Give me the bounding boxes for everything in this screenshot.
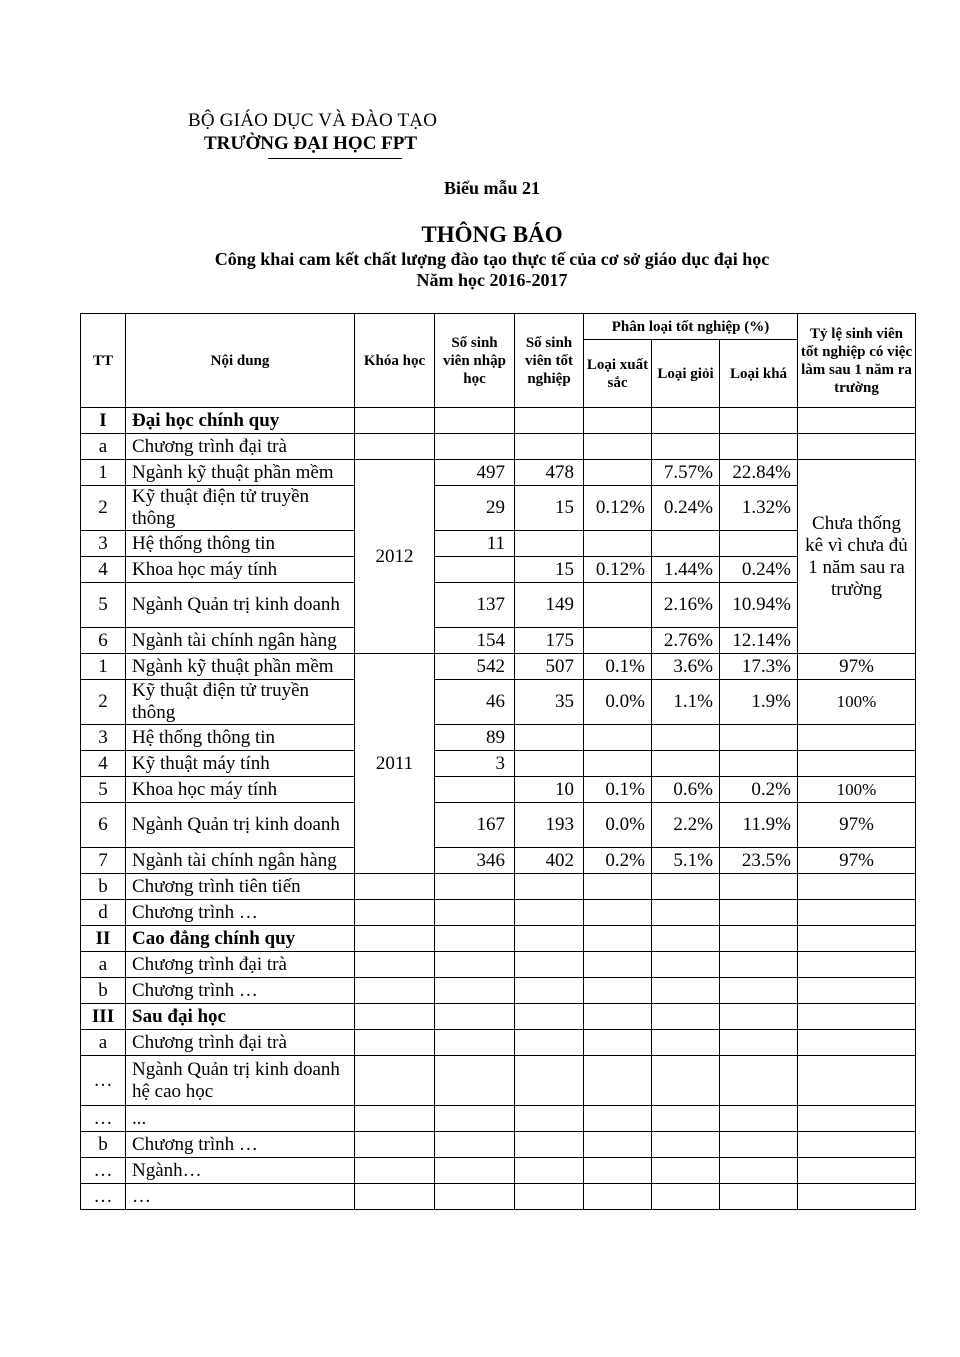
graduated-cell: 507 [515,654,584,680]
graduated-cell: 478 [515,460,584,486]
fair-cell [720,531,798,557]
row-name: Hệ thống thông tin [126,725,355,751]
row-tt: 2 [81,680,126,725]
good-cell [652,751,720,777]
table-row [81,486,916,531]
employment-cell [798,725,916,751]
header-graduated: Số sinh viên tốt nghiệp [515,314,584,408]
table-row [81,654,916,680]
row-label: Chương trình … [126,900,355,926]
table-row [81,1132,916,1158]
fair-cell: 1.9% [720,680,798,725]
excellent-cell: 0.12% [584,557,652,583]
table-row [81,803,916,848]
graduated-cell: 35 [515,680,584,725]
good-cell: 0.24% [652,486,720,531]
row-tt: 3 [81,725,126,751]
employment-cell: 100% [798,680,916,725]
graduated-cell: 193 [515,803,584,848]
table-row [81,978,916,1004]
fair-cell: 1.32% [720,486,798,531]
row-tt: … [81,1106,126,1132]
good-cell: 2.16% [652,583,720,628]
excellent-cell [584,751,652,777]
graduated-cell [515,751,584,777]
table-row [81,460,916,486]
fair-cell: 11.9% [720,803,798,848]
row-tt: … [81,1158,126,1184]
ministry-name: BỘ GIÁO DỤC VÀ ĐÀO TẠO [188,110,438,131]
fair-cell: 12.14% [720,628,798,654]
row-tt: 5 [81,777,126,803]
enrolled-cell: 46 [435,680,515,725]
row-tt: b [81,874,126,900]
section-row [81,926,916,952]
graduated-cell: 149 [515,583,584,628]
row-tt: 2 [81,486,126,531]
row-label: Chương trình … [126,1132,355,1158]
good-cell: 7.57% [652,460,720,486]
good-cell: 5.1% [652,848,720,874]
row-tt: a [81,1030,126,1056]
excellent-cell [584,531,652,557]
excellent-cell [584,460,652,486]
fair-cell [720,725,798,751]
header-content: Nội dung [126,314,355,408]
course-2011: 2011 [355,654,435,874]
fair-cell: 17.3% [720,654,798,680]
header-employment: Tỷ lệ sinh viên tốt nghiệp có việc làm sau 1 năm ra trường [798,314,916,408]
graduated-cell: 175 [515,628,584,654]
good-cell: 2.2% [652,803,720,848]
excellent-cell [584,583,652,628]
row-label: … [126,1184,355,1210]
good-cell: 1.1% [652,680,720,725]
graduated-cell [515,725,584,751]
fair-cell: 10.94% [720,583,798,628]
row-tt: … [81,1056,126,1106]
row-label: ... [126,1106,355,1132]
table-row [81,531,916,557]
employment-note-2012: Chưa thống kê vì chưa đủ 1 năm sau ra trường [798,460,916,654]
table-row [81,680,916,725]
enrolled-cell [435,557,515,583]
enrolled-cell: 497 [435,460,515,486]
row-tt: 1 [81,654,126,680]
table-row [81,1106,916,1132]
row-tt: I [81,408,126,434]
employment-cell: 100% [798,777,916,803]
excellent-cell: 0.2% [584,848,652,874]
excellent-cell: 0.12% [584,486,652,531]
school-underline [268,158,402,159]
row-tt: a [81,434,126,460]
table-row [81,628,916,654]
row-label: Ngành… [126,1158,355,1184]
employment-cell [798,751,916,777]
row-label: Chương trình tiên tiến [126,874,355,900]
employment-cell: 97% [798,848,916,874]
excellent-cell: 0.0% [584,680,652,725]
enrolled-cell: 154 [435,628,515,654]
row-name: Khoa học máy tính [126,777,355,803]
fair-cell: 0.24% [720,557,798,583]
enrolled-cell: 3 [435,751,515,777]
graduation-quality-table [80,313,916,1210]
table-row [81,952,916,978]
enrolled-cell [435,777,515,803]
excellent-cell: 0.1% [584,777,652,803]
row-tt: 6 [81,803,126,848]
enrolled-cell: 542 [435,654,515,680]
row-name: Khoa học máy tính [126,557,355,583]
row-name: Hệ thống thông tin [126,531,355,557]
row-tt: 1 [81,460,126,486]
table-row [81,900,916,926]
fair-cell: 0.2% [720,777,798,803]
graduated-cell: 10 [515,777,584,803]
employment-cell: 97% [798,803,916,848]
enrolled-cell: 346 [435,848,515,874]
course-2012: 2012 [355,460,435,654]
employment-cell: 97% [798,654,916,680]
row-name: Kỹ thuật máy tính [126,751,355,777]
excellent-cell [584,725,652,751]
table-row [81,1056,916,1106]
document-title: THÔNG BÁO [421,222,563,247]
row-tt: … [81,1184,126,1210]
enrolled-cell: 167 [435,803,515,848]
subsection-row [81,434,916,460]
row-label: Chương trình … [126,978,355,1004]
document-subtitle: Công khai cam kết chất lượng đào tạo thực tế của cơ sở giáo dục đại học [214,249,770,269]
row-name: Ngành tài chính ngân hàng [126,848,355,874]
row-label: Chương trình đại trà [126,952,355,978]
row-tt: d [81,900,126,926]
school-name: TRƯỜNG ĐẠI HỌC FPT [204,133,418,154]
graduated-cell: 15 [515,557,584,583]
header-course: Khóa học [355,314,435,408]
row-tt: II [81,926,126,952]
good-cell: 2.76% [652,628,720,654]
good-cell: 0.6% [652,777,720,803]
table-row [81,583,916,628]
good-cell: 3.6% [652,654,720,680]
row-tt: III [81,1004,126,1030]
graduated-cell: 402 [515,848,584,874]
table-row [81,1030,916,1056]
row-name: Ngành Quản trị kinh doanh [126,803,355,848]
fair-cell: 23.5% [720,848,798,874]
row-name: Kỹ thuật điện tử truyền thông [126,486,355,531]
row-tt: b [81,978,126,1004]
good-cell: 1.44% [652,557,720,583]
header-tt: TT [81,314,126,408]
row-tt: 6 [81,628,126,654]
section-row [81,408,916,434]
table-row [81,557,916,583]
row-name: Ngành tài chính ngân hàng [126,628,355,654]
row-tt: b [81,1132,126,1158]
header-enrolled: Số sinh viên nhập học [435,314,515,408]
excellent-cell: 0.1% [584,654,652,680]
row-name: Ngành kỹ thuật phần mềm [126,654,355,680]
row-tt: a [81,952,126,978]
enrolled-cell: 137 [435,583,515,628]
row-label: Cao đẳng chính quy [126,926,355,952]
enrolled-cell: 29 [435,486,515,531]
row-tt: 3 [81,531,126,557]
header-good: Loại giỏi [652,340,720,408]
academic-year: Năm học 2016-2017 [416,270,568,290]
row-name: Ngành Quản trị kinh doanh [126,583,355,628]
row-tt: 4 [81,751,126,777]
graduated-cell [515,531,584,557]
graduated-cell: 15 [515,486,584,531]
header-excellent: Loại xuất sắc [584,340,652,408]
row-name: Ngành kỹ thuật phần mềm [126,460,355,486]
excellent-cell: 0.0% [584,803,652,848]
table-row [81,1158,916,1184]
form-number: Biểu mẫu 21 [443,178,540,198]
fair-cell [720,751,798,777]
row-label: Sau đại học [126,1004,355,1030]
table-row [81,1184,916,1210]
table-row [81,874,916,900]
good-cell [652,725,720,751]
fair-cell: 22.84% [720,460,798,486]
good-cell [652,531,720,557]
table-row [81,725,916,751]
row-tt: 4 [81,557,126,583]
row-tt: 5 [81,583,126,628]
table-row [81,848,916,874]
table-row [81,751,916,777]
enrolled-cell: 89 [435,725,515,751]
enrolled-cell: 11 [435,531,515,557]
row-label: Đại học chính quy [126,408,355,434]
header-fair: Loại khá [720,340,798,408]
row-name: Kỹ thuật điện tử truyền thông [126,680,355,725]
section-row [81,1004,916,1030]
table-row [81,777,916,803]
header-classification: Phân loại tốt nghiệp (%) [584,314,798,340]
row-tt: 7 [81,848,126,874]
row-label: Chương trình đại trà [126,434,355,460]
row-label: Chương trình đại trà [126,1030,355,1056]
excellent-cell [584,628,652,654]
row-label: Ngành Quản trị kinh doanh hệ cao học [126,1056,355,1106]
